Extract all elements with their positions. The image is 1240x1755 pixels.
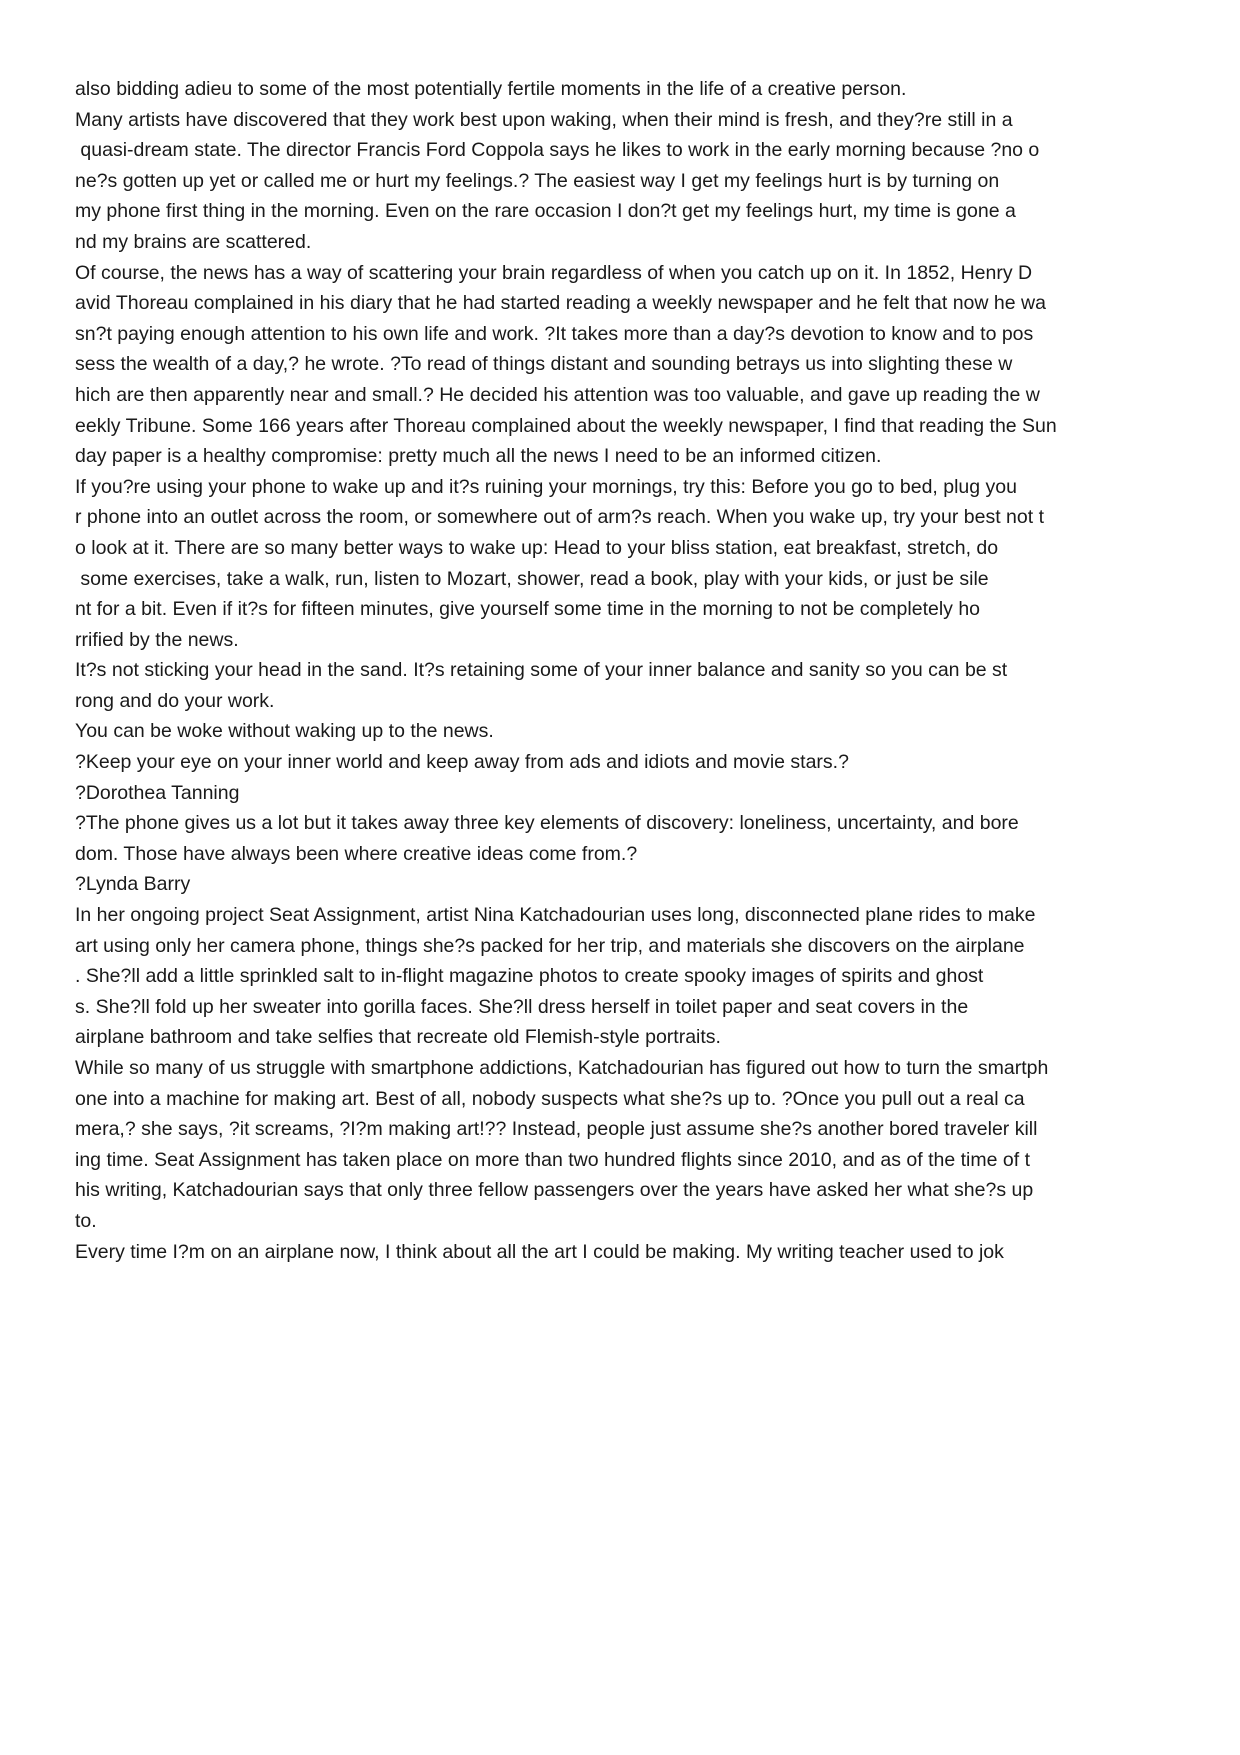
- text-line: Many artists have discovered that they work best upon waking, when their mind is fresh, and they?re still in a: [75, 108, 1013, 131]
- text-line: You can be woke without waking up to the news.: [75, 720, 494, 743]
- text-line: s. She?ll fold up her sweater into gorilla faces. She?ll dress herself in toilet paper and seat covers in the: [75, 995, 969, 1018]
- text-line: ?The phone gives us a lot but it takes away three key elements of discovery: loneliness, uncertainty, and bore: [75, 812, 1019, 835]
- text-line: r phone into an outlet across the room, or somewhere out of arm?s reach. When you wake up, try your best not t: [75, 506, 1044, 529]
- text-line: one into a machine for making art. Best of all, nobody suspects what she?s up to. ?Once you pull out a real ca: [75, 1087, 1025, 1110]
- text-line: eekly Tribune. Some 166 years after Thoreau complained about the weekly newspaper, I find that reading the Sun: [75, 414, 1057, 437]
- text-line: . She?ll add a little sprinkled salt to in-flight magazine photos to create spooky images of spirits and ghost: [75, 965, 984, 988]
- text-line: ne?s gotten up yet or called me or hurt my feelings.? The easiest way I get my feelings hurt is by turning on: [75, 169, 1000, 192]
- text-line: sn?t paying enough attention to his own life and work. ?It takes more than a day?s devotion to know and to pos: [75, 322, 1034, 345]
- text-line: to.: [75, 1209, 97, 1232]
- text-line: also bidding adieu to some of the most potentially fertile moments in the life of a creative person.: [75, 78, 907, 100]
- text-line: some exercises, take a walk, run, listen to Mozart, shower, read a book, play with your kids, or just be sile: [75, 567, 989, 590]
- text-line: nt for a bit. Even if it?s for fifteen minutes, give yourself some time in the morning to not be completely ho: [75, 598, 981, 621]
- text-line: airplane bathroom and take selfies that recreate old Flemish-style portraits.: [75, 1026, 721, 1049]
- text-line: While so many of us struggle with smartphone addictions, Katchadourian has figured out how to turn the smartph: [75, 1057, 1049, 1079]
- text-line: his writing, Katchadourian says that only three fellow passengers over the years have asked her what she?s up: [75, 1179, 1034, 1202]
- text-line: Of course, the news has a way of scattering your brain regardless of when you catch up on it. In 1852, Henry D: [75, 261, 1033, 284]
- text-line: ?Keep your eye on your inner world and keep away from ads and idiots and movie stars.?: [75, 751, 849, 774]
- text-line: In her ongoing project Seat Assignment, artist Nina Katchadourian uses long, disconnected plane rides to make: [75, 904, 1036, 927]
- text-line: dom. Those have always been where creative ideas come from.?: [75, 842, 638, 865]
- text-line: ?Dorothea Tanning: [75, 781, 240, 804]
- text-line: my phone first thing in the morning. Even on the rare occasion I don?t get my feelings hurt, my time is gone a: [75, 200, 1016, 223]
- body-text: [75, 74, 1175, 1267]
- text-line: rong and do your work.: [75, 689, 275, 712]
- text-line: rrified by the news.: [75, 628, 239, 651]
- text-line: ing time. Seat Assignment has taken place on more than two hundred flights since 2010, and as of the time of t: [75, 1148, 1030, 1171]
- text-line: If you?re using your phone to wake up and it?s ruining your mornings, try this: Before you go to bed, plug you: [75, 475, 1017, 498]
- text-line: It?s not sticking your head in the sand. It?s retaining some of your inner balance and sanity so you can be st: [75, 659, 1008, 682]
- text-line: mera,? she says, ?it screams, ?I?m making art!?? Instead, people just assume she?s another bored traveler kill: [75, 1118, 1038, 1141]
- text-line: ?Lynda Barry: [75, 873, 191, 896]
- text-line: nd my brains are scattered.: [75, 230, 312, 253]
- text-line: o look at it. There are so many better ways to wake up: Head to your bliss station, eat breakfast, stretch, do: [75, 536, 999, 559]
- text-line: art using only her camera phone, things she?s packed for her trip, and materials she discovers on the airplane: [75, 934, 1025, 957]
- text-line: avid Thoreau complained in his diary that he had started reading a weekly newspaper and he felt that now he wa: [75, 292, 1046, 315]
- text-line: hich are then apparently near and small.? He decided his attention was too valuable, and gave up reading the w: [75, 383, 1040, 406]
- text-line: Every time I?m on an airplane now, I think about all the art I could be making. My writing teacher used to jok: [75, 1240, 1004, 1263]
- text-line: day paper is a healthy compromise: pretty much all the news I need to be an informed citizen.: [75, 445, 882, 468]
- text-line: sess the wealth of a day,? he wrote. ?To read of things distant and sounding betrays us into slighting these w: [75, 353, 1013, 376]
- text-line: quasi-dream state. The director Francis Ford Coppola says he likes to work in the early morning because ?no o: [75, 139, 1040, 162]
